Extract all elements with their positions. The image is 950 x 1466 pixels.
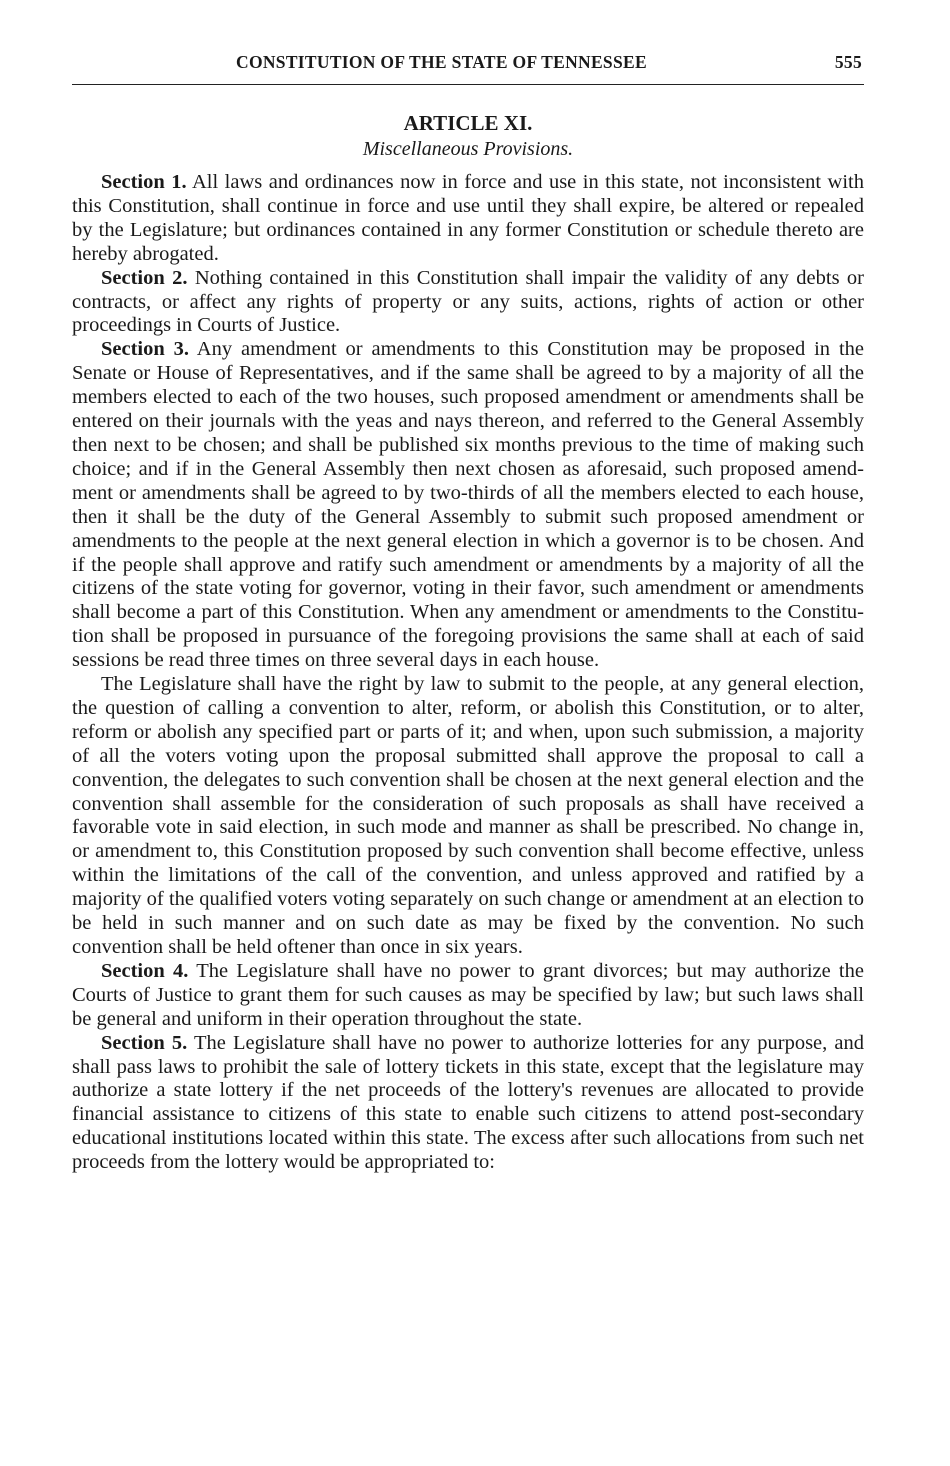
section-text: All laws and ordinances now in force and use in this state, not inconsistent with this Constitution, shall continue in force and use until they shall expire, be altered or repealed by the Legislature; but ordinances contained in any former Constitution or schedule thereto are hereby abrogated.	[72, 171, 864, 265]
section-label: Section 4.	[101, 959, 189, 982]
section-text: Nothing contained in this Constitution shall impair the validity of any debts or contracts, or affect any rights of property or any suits, actions, rights of action or other proceedings in Courts of Justice.	[72, 266, 864, 337]
section-3-paragraph	[72, 338, 864, 673]
section-text: The Legislature shall have no power to grant divorces; but may authorize the Courts of Justice to grant them for such causes as may be specified by law; but such laws shall be general and uniform in their operation throughout the state.	[72, 959, 864, 1030]
running-head	[72, 50, 864, 85]
section-1-paragraph	[72, 171, 864, 267]
article-heading: ARTICLE XI.	[403, 111, 533, 135]
section-label: Section 1.	[101, 171, 187, 193]
section-label: Section 5.	[101, 1031, 188, 1054]
section-label: Section 2.	[101, 266, 188, 289]
section-label: Section 3.	[101, 338, 190, 361]
section-2-paragraph	[72, 267, 864, 339]
article-subtitle: Miscellaneous Provisions.	[362, 138, 574, 160]
section-text: The Legislature shall have no power to authorize lotteries for any purpose, and shall pass laws to prohibit the sale of lottery tickets in this state, except that the legislature may authorize a state lottery if the net proceeds of the lottery's revenues are allocated to provide financial assistance to citizens of this state to enable such citizens to attend post-secondary educational institutions located within this state. The excess after such allocations from such net proceeds from the lottery would be appropriated to:	[72, 1031, 864, 1174]
section-4-paragraph	[72, 960, 864, 1032]
document-page	[72, 50, 864, 1175]
section-5-paragraph	[72, 1032, 864, 1175]
section-text: The Legislature shall have the right by law to submit to the people, at any general election, the question of calling a convention to alter, reform, or abolish this Constitution, or to alter, reform or abolish any specified part or parts of it; and when, upon such submission, a majority of all the voters voting upon the proposal submitted shall approve the proposal to call a convention, the delegates to such convention shall be chosen at the next general election and the convention shall assemble for the consideration of such proposals as shall have received a favorable vote in said election, in such mode and manner as shall be prescribed. No change in, or amendment to, this Constitution proposed by such convention shall become effective, unless within the limitations of the call of the convention, and unless approved and ratified by a majority of the qualified voters voting separately on such change or amendment at an election to be held in such manner and on such date as may be fixed by the convention. No such convention shall be held oftener than once in six years.	[72, 673, 864, 958]
page-number: 555	[834, 52, 862, 72]
section-3-convention-paragraph	[72, 673, 864, 960]
section-text: Any amendment or amendments to this Constitution may be proposed in the Senate or House of Representatives, and if the same shall be agreed to by a majority of all the members elected to each of the two houses, such proposed amendment or amendments shall be entered on their journals with the yeas and nays thereon, and referred to the General Assembly then next to be chosen; and shall be published six months previous to the time of making such choice; and if in the General Assembly then next chosen as aforesaid, such proposed amendment or amendments shall be agreed to by two-thirds of all the members elected to each house, then it shall be the duty of the General Assembly to submit such proposed amendment or amendments to the people at the next general election in which a governor is to be chosen. And if the people shall approve and ratify such amendment or amendments by a majority of all the citizens of the state voting for governor, voting in their favor, such amendment or amendments shall become a part of this Constitution. When any amendment or amendments to the Constitution shall be proposed in pursuance of the foregoing provisions the same shall at each of said sessions be read three times on three several days in each house.	[72, 338, 864, 672]
running-head-title: CONSTITUTION OF THE STATE OF TENNESSEE	[236, 52, 647, 72]
